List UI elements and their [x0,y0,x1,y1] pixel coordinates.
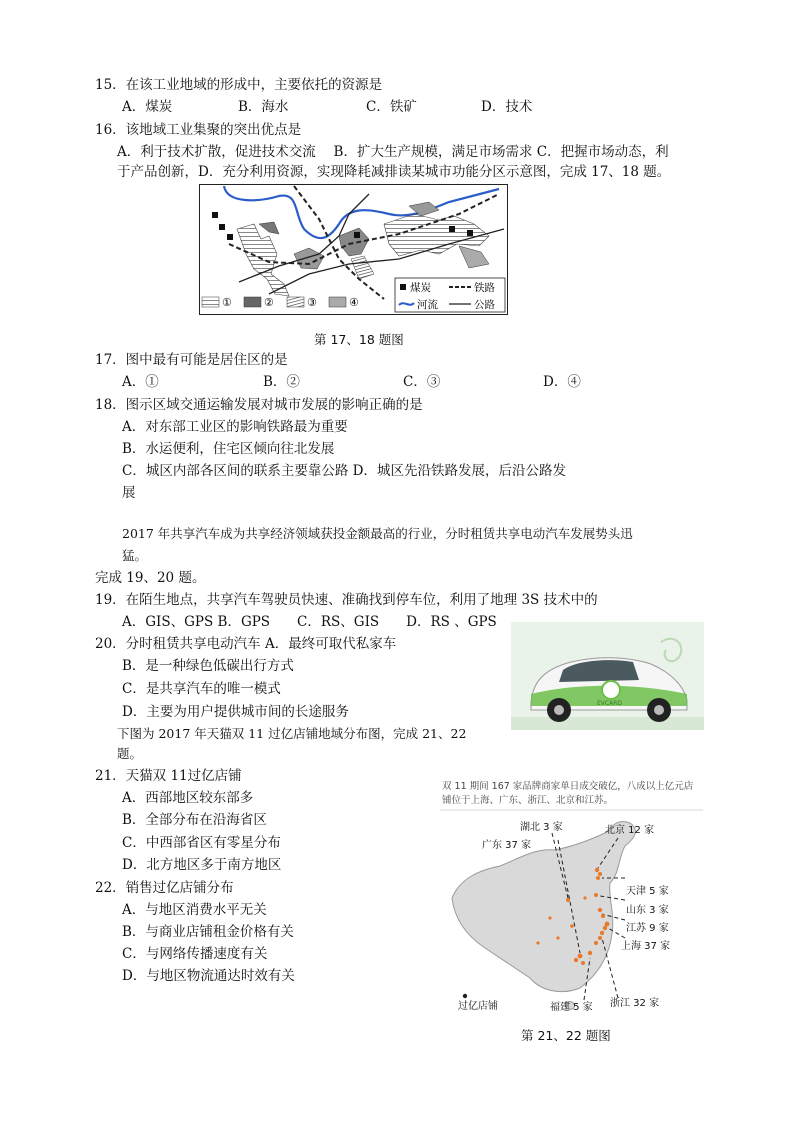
label-beijing: 北京 12 家 [605,825,655,836]
q18-option-a[interactable]: A．对东部工业区的影响铁路最为重要 [122,419,348,435]
label-shanghai: 上海 37 家 [621,941,671,952]
intro19-line2: 猛。 [122,548,148,563]
coal-mark [467,230,473,236]
legend-river-icon [399,303,414,305]
q15-option-c[interactable]: C．铁矿 [366,99,417,115]
legend-coal: 煤炭 [410,282,431,294]
legend-shop-label: 过亿店铺 [458,1001,498,1012]
leader-zhejiang [602,938,618,998]
q21-option-a[interactable]: A．西部地区较东部多 [122,790,254,806]
evcard-logo-icon [602,681,620,699]
q20-stem[interactable]: 20．分时租赁共享电动汽车 A．最终可取代私家车 [95,636,397,652]
q17-option-d[interactable]: D．④ [543,374,581,390]
coal-mark [227,234,233,240]
legend-zone-4: ④ [349,296,359,309]
legend-river: 河流 [417,299,438,311]
q22-option-d[interactable]: D．与地区物流通达时效有关 [122,968,295,984]
legend-swatch-1 [202,297,219,307]
intro19-line3: 完成 19、20 题。 [95,570,206,586]
intro19-line1: 2017 年共享汽车成为共享经济领域获投金额最高的行业，分时租赁共享电动汽车发展势头迅 [122,526,633,541]
city-zone-map [199,184,508,315]
q18-stem: 18．图示区域交通运输发展对城市发展的影响正确的是 [95,397,423,413]
q21-stem: 21．天猫双 11过亿店铺 [95,768,242,784]
map1-caption: 第 17、18 题图 [314,332,404,347]
q20-option-b[interactable]: B．是一种绿色低碳出行方式 [122,658,294,674]
q22-option-a[interactable]: A．与地区消费水平无关 [122,902,267,918]
car-logo-text: EVCARD [597,700,622,707]
china-outline [452,821,635,991]
q17-option-a[interactable]: A．① [122,374,159,390]
legend-zone-2: ② [264,296,274,309]
q15-option-d[interactable]: D．技术 [481,99,533,115]
legend-swatch-3 [287,297,304,307]
map2-header-line2: 铺位于上海、广东、浙江、北京和江苏。 [442,795,614,806]
coal-mark [219,224,225,230]
label-jiangsu: 江苏 9 家 [626,923,669,934]
q15-option-a[interactable]: A．煤炭 [122,99,173,115]
label-tianjin: 天津 5 家 [626,886,669,897]
label-zhejiang: 浙江 32 家 [610,998,660,1009]
q20-option-d[interactable]: D．主要为用户提供城市间的长途服务 [122,704,349,720]
q15-stem: 15．在该工业地域的形成中，主要依托的资源是 [95,77,383,93]
legend-zone-3: ③ [307,296,317,309]
q15-option-b[interactable]: B．海水 [238,99,289,115]
legend-railway: 铁路 [474,282,495,294]
q18-option-d-cont: 展 [122,485,136,501]
legend-zone-1: ① [222,296,232,309]
map2-caption: 第 21、22 题图 [521,1028,611,1043]
coal-mark [212,212,218,218]
q22-option-b[interactable]: B．与商业店铺租金价格有关 [122,924,294,940]
legend-swatch-2 [244,297,261,307]
q19-options[interactable]: A．GIS、GPS B．GPS C．RS、GIS D．RS 、GPS [122,614,497,630]
q17-option-b[interactable]: B．② [263,374,300,390]
map2-header-line1: 双 11 期间 167 家品牌商家单日成交破亿，八成以上亿元店 [442,781,694,792]
q19-stem: 19．在陌生地点，共享汽车驾驶员快速、准确找到停车位，利用了地理 3S 技术中的 [95,592,598,608]
china-shop-map [440,778,703,1018]
legend-road: 公路 [474,299,495,311]
legend-shop-dot [463,994,467,998]
legend-swatch-4 [329,297,346,307]
label-fujian: 福建 5 家 [550,1002,593,1013]
q20-option-c[interactable]: C．是共享汽车的唯一模式 [122,681,281,697]
q22-option-c[interactable]: C．与网络传播速度有关 [122,946,268,962]
coal-mark [354,232,360,238]
q17-option-c[interactable]: C．③ [403,374,441,390]
legend-coal-icon [400,284,406,290]
q16-stem: 16．该地域工业集聚的突出优点是 [95,122,302,138]
q18-option-cd[interactable]: C．城区内部各区间的联系主要靠公路 D．城区先沿铁路发展，后沿公路发 [122,463,566,479]
label-shandong: 山东 3 家 [626,905,669,916]
coal-mark [449,226,455,232]
label-guangdong: 广东 37 家 [482,840,532,851]
intro21-line2: 题。 [117,746,143,761]
label-hubei: 湖北 3 家 [520,822,563,833]
q16-options-line1[interactable]: A．利于技术扩散，促进技术交流 B．扩大生产规模，满足市场需求 C．把握市场动态，利 [117,144,669,160]
q21-option-d[interactable]: D．北方地区多于南方地区 [122,857,282,873]
q17-stem: 17．图中最有可能是居住区的是 [95,352,288,368]
q22-stem: 22．销售过亿店铺分布 [95,880,234,896]
q18-option-b[interactable]: B．水运便利，住宅区倾向往北发展 [122,441,335,457]
intro21-line1: 下图为 2017 年天猫双 11 过亿店铺地域分布图，完成 21、22 [117,726,467,741]
q16-options-line2[interactable]: 于产品创新，D．充分利用资源，实现降耗减排读某城市功能分区示意图，完成 17、18 题。 [117,164,671,180]
shared-car-image [511,622,704,730]
q21-option-c[interactable]: C．中西部省区有零星分布 [122,835,281,851]
q21-option-b[interactable]: B．全部分布在沿海省区 [122,812,267,828]
